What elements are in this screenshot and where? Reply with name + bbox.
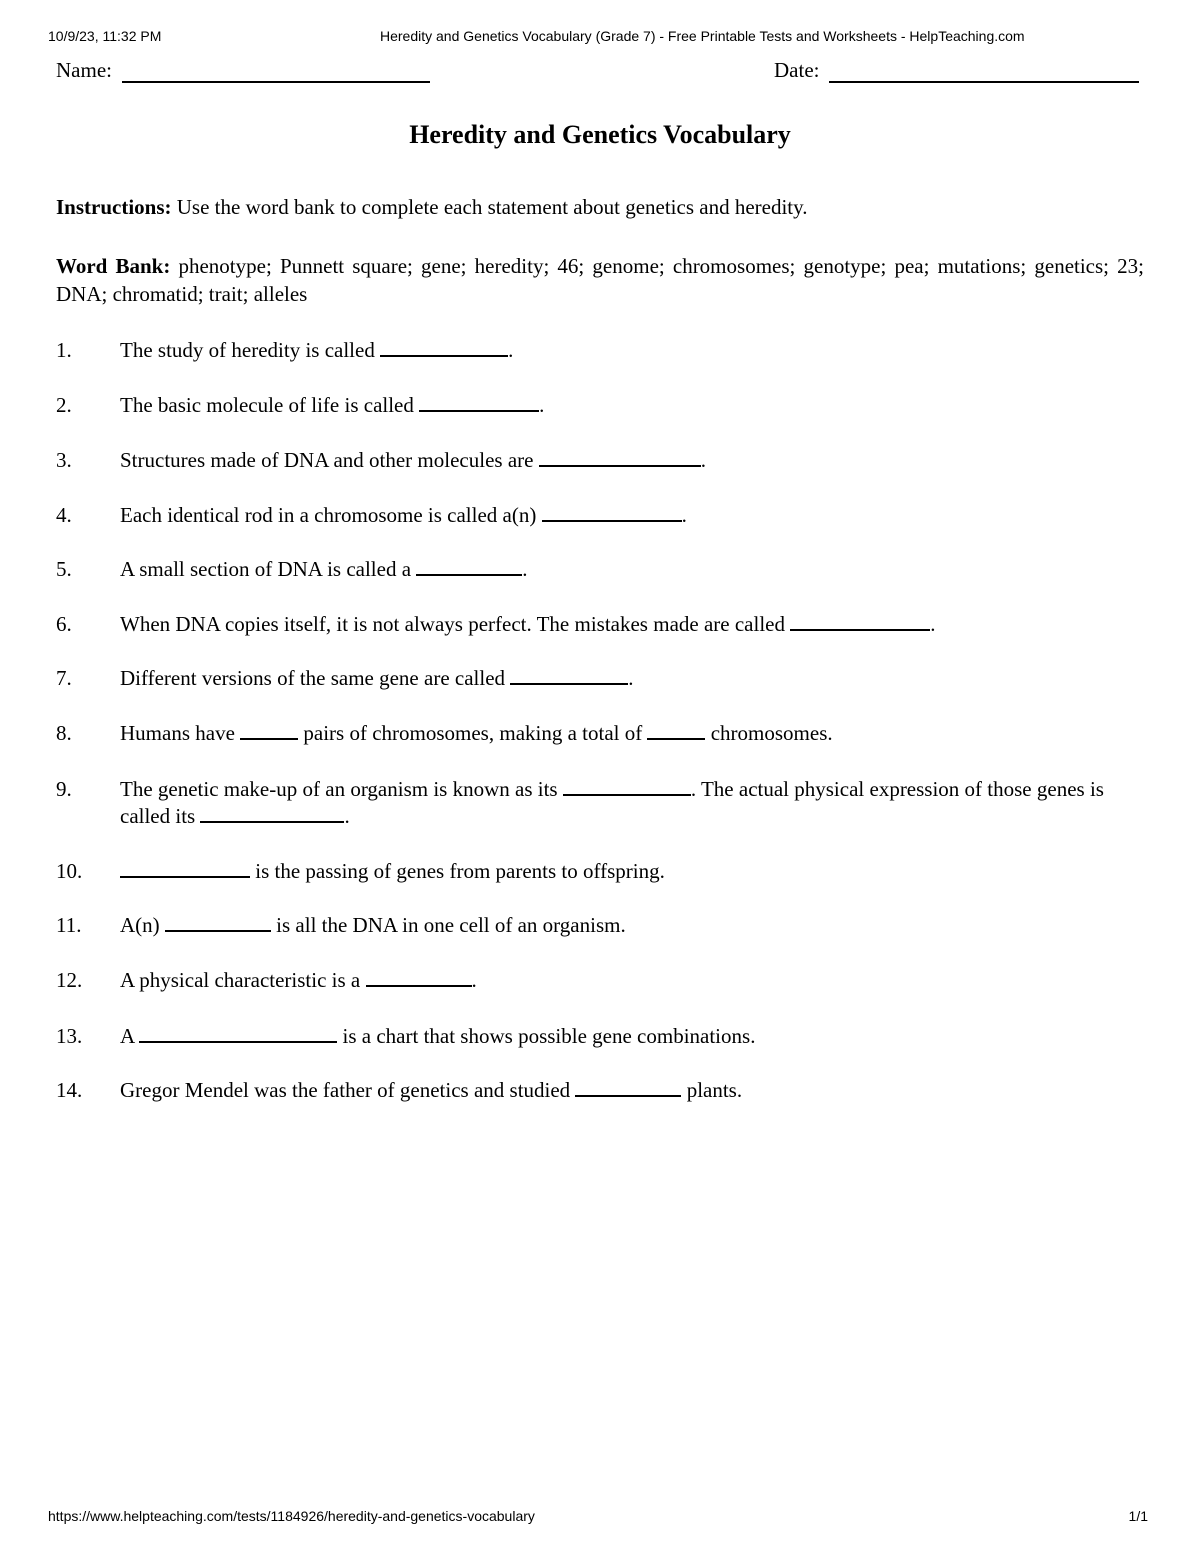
question-period: . — [471, 968, 477, 992]
name-field — [56, 58, 430, 83]
question-text — [120, 858, 1132, 885]
question-text-segment: chromosomes. — [705, 721, 833, 745]
answer-blank[interactable] — [647, 721, 705, 740]
question-period: . — [628, 666, 634, 690]
word-bank-text: phenotype; Punnett square; gene; heredity; 46; genome; chromosomes; genotype; pea; mutations; genetics; 23; DNA; chromatid; trait; alleles — [56, 254, 1144, 306]
question-text — [120, 1023, 1132, 1050]
question-text — [120, 502, 1132, 529]
question-text-segment: A physical characteristic is a — [120, 968, 366, 992]
question-period: . — [508, 338, 514, 362]
question-text — [120, 1077, 1132, 1104]
question-text-segment: Structures made of DNA and other molecules are — [120, 448, 539, 472]
question-number: 9. — [56, 777, 72, 801]
answer-blank[interactable] — [575, 1078, 681, 1097]
question-text-segment: A small section of DNA is called a — [120, 557, 417, 581]
answer-blank[interactable] — [542, 503, 682, 522]
question-period: . — [539, 393, 545, 417]
question-period: . — [522, 557, 528, 581]
answer-blank[interactable] — [165, 913, 271, 932]
question-text-segment: . The actual physical expression of those genes is called its — [120, 777, 1104, 828]
question-text-segment: plants. — [681, 1078, 743, 1102]
question-text — [120, 912, 1132, 939]
question-number: 10. — [56, 859, 83, 883]
instructions-label: Instructions: — [56, 195, 172, 219]
print-url: https://www.helpteaching.com/tests/1184926/heredity-and-genetics-vocabulary — [48, 1508, 535, 1524]
answer-blank[interactable] — [416, 557, 522, 576]
question-text — [120, 665, 1132, 692]
question-text-segment: Gregor Mendel was the father of genetics and studied — [120, 1078, 576, 1102]
question-text — [120, 337, 1132, 364]
print-page-title: Heredity and Genetics Vocabulary (Grade 7) - Free Printable Tests and Worksheets - HelpTeaching.com — [380, 28, 1025, 44]
question-number: 2. — [56, 393, 72, 417]
answer-blank[interactable] — [200, 804, 344, 823]
name-blank-line — [122, 61, 430, 83]
question-text-segment: is all the DNA in one cell of an organism. — [270, 913, 626, 937]
instructions — [56, 195, 1144, 220]
print-page-number: 1/1 — [1128, 1508, 1148, 1524]
question-number: 6. — [56, 612, 72, 636]
instructions-text: Use the word bank to complete each statement about genetics and heredity. — [171, 195, 808, 219]
answer-blank[interactable] — [539, 448, 701, 467]
answer-blank[interactable] — [510, 666, 628, 685]
question-number: 12. — [56, 968, 83, 992]
print-footer — [48, 1508, 1148, 1528]
question-text — [120, 720, 1132, 747]
question-text-segment: Each identical rod in a chromosome is called a(n) — [120, 503, 542, 527]
print-datetime: 10/9/23, 11:32 PM — [48, 28, 162, 44]
question-number: 5. — [56, 557, 72, 581]
answer-blank[interactable] — [419, 393, 539, 412]
question-text-segment: The genetic make-up of an organism is known as its — [120, 777, 563, 801]
question-period: . — [344, 804, 350, 828]
answer-blank[interactable] — [139, 1024, 337, 1043]
question-number: 1. — [56, 338, 72, 362]
worksheet-title: Heredity and Genetics Vocabulary — [409, 120, 791, 149]
question-text-segment: When DNA copies itself, it is not always perfect. The mistakes made are called — [120, 612, 791, 636]
question-text-segment: is the passing of genes from parents to offspring. — [250, 859, 665, 883]
question-text — [120, 556, 1132, 583]
word-bank-label: Word Bank: — [56, 254, 171, 278]
question-text — [120, 611, 1132, 638]
question-number: 14. — [56, 1078, 83, 1102]
question-number: 13. — [56, 1024, 83, 1048]
question-text — [120, 392, 1132, 419]
print-header — [48, 28, 1148, 48]
question-text-segment: A — [120, 1024, 140, 1048]
question-text — [120, 967, 1132, 994]
question-text-segment: Different versions of the same gene are called — [120, 666, 511, 690]
question-number: 3. — [56, 448, 72, 472]
question-period: . — [930, 612, 936, 636]
date-field — [774, 58, 1139, 83]
answer-blank[interactable] — [366, 968, 472, 987]
question-text-segment: A(n) — [120, 913, 165, 937]
question-text-segment: Humans have — [120, 721, 241, 745]
question-text-segment: The basic molecule of life is called — [120, 393, 420, 417]
answer-blank[interactable] — [240, 721, 298, 740]
question-number: 11. — [56, 913, 82, 937]
date-blank-line — [829, 61, 1139, 83]
answer-blank[interactable] — [380, 338, 508, 357]
answer-blank[interactable] — [120, 859, 250, 878]
question-text — [120, 776, 1132, 830]
question-text-segment: pairs of chromosomes, making a total of — [298, 721, 648, 745]
question-text — [120, 447, 1132, 474]
question-period: . — [681, 503, 687, 527]
question-number: 7. — [56, 666, 72, 690]
question-number: 4. — [56, 503, 72, 527]
name-label: Name: — [56, 58, 112, 82]
date-label: Date: — [774, 58, 820, 82]
answer-blank[interactable] — [790, 612, 930, 631]
answer-blank[interactable] — [563, 777, 691, 796]
question-period: . — [700, 448, 706, 472]
question-text-segment: is a chart that shows possible gene combinations. — [337, 1024, 756, 1048]
question-text-segment: The study of heredity is called — [120, 338, 381, 362]
word-bank — [56, 252, 1144, 308]
question-number: 8. — [56, 721, 72, 745]
name-date-row — [56, 58, 1144, 88]
